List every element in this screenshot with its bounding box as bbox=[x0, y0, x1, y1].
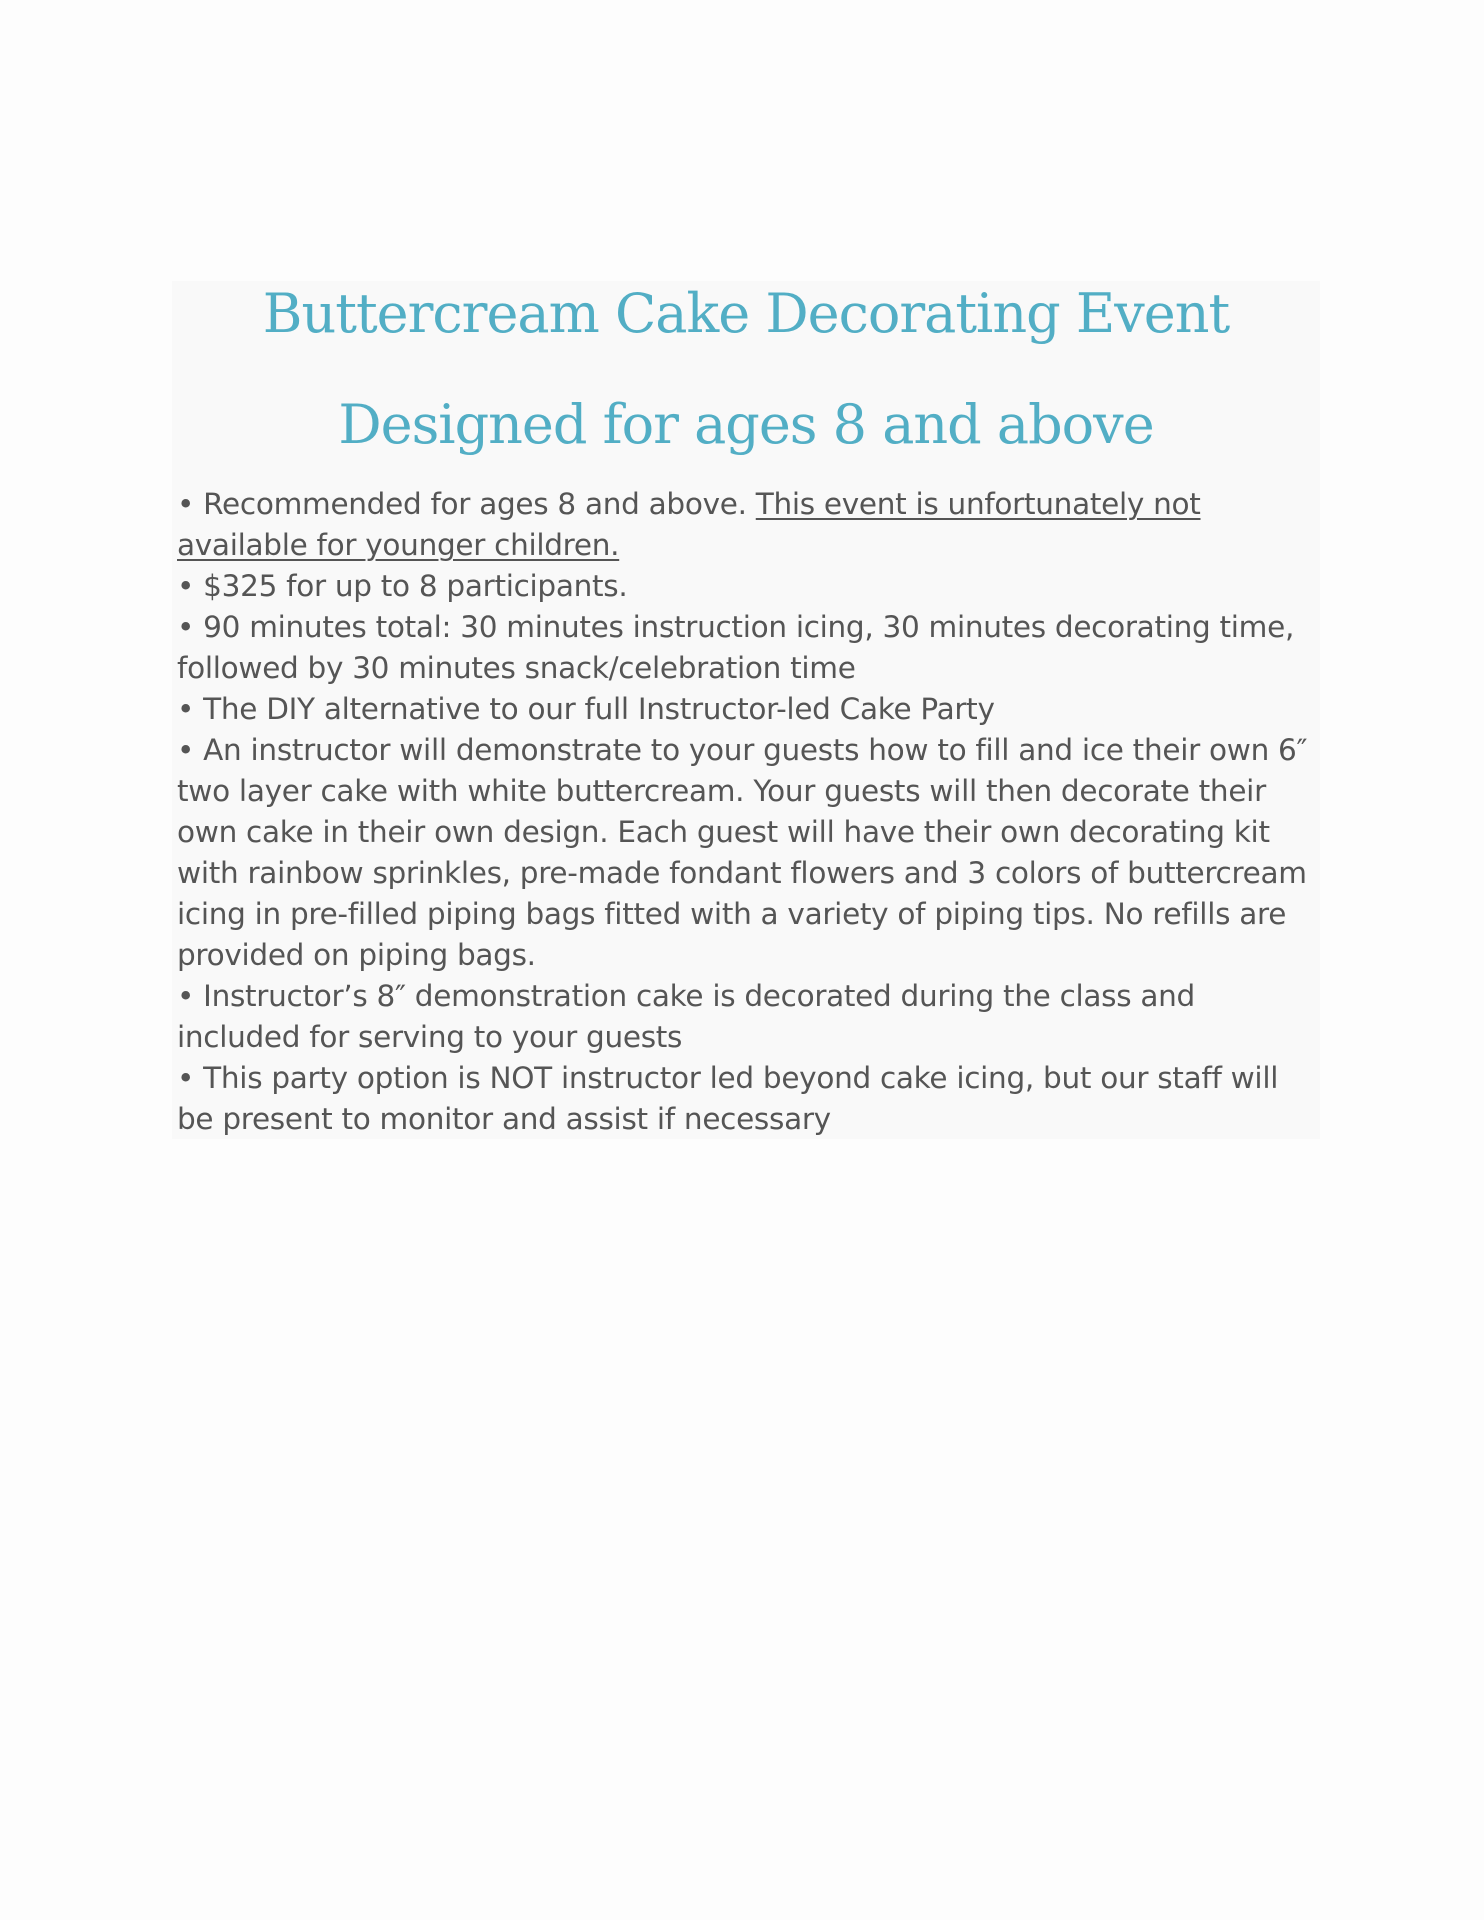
bullet-duration: • 90 minutes total: 30 minutes instruction icing, 30 minutes decorating time, followed by 30 minutes snack/celebration time bbox=[177, 610, 1295, 685]
bullet-staff-assist: • This party option is NOT instructor led beyond cake icing, but our staff will be present to monitor and assist if necessary bbox=[177, 1061, 1279, 1136]
bullet-demonstration-cake: • Instructor’s 8″ demonstration cake is decorated during the class and included for serving to your guests bbox=[177, 979, 1195, 1054]
event-title: Buttercream Cake Decorating Event bbox=[262, 282, 1230, 345]
bullet-price: • $325 for up to 8 participants. bbox=[177, 569, 628, 603]
event-info-panel bbox=[172, 281, 1320, 1139]
bullet-instructor-demo: • An instructor will demonstrate to your guests how to fill and ice their own 6″ two layer cake with white buttercream. Your guests will then decorate their own cake in their own design. Each guest will have their own decorating kit with rainbow sprinkles, pre-made fondant flowers and 3 colors of buttercream icing in pre-filled piping bags fitted with a variety of piping tips. No refills are provided on piping bags. bbox=[177, 733, 1308, 972]
event-subtitle: Designed for ages 8 and above bbox=[338, 393, 1154, 456]
bullet-diy-alternative: • The DIY alternative to our full Instructor-led Cake Party bbox=[177, 692, 995, 726]
event-details-list bbox=[177, 484, 1315, 1140]
age-restriction-note: This event is unfortunately not available for younger children. bbox=[177, 487, 1201, 562]
bullet-age-recommendation bbox=[177, 484, 1315, 566]
bullet-text: • Recommended for ages 8 and above. bbox=[177, 487, 756, 521]
